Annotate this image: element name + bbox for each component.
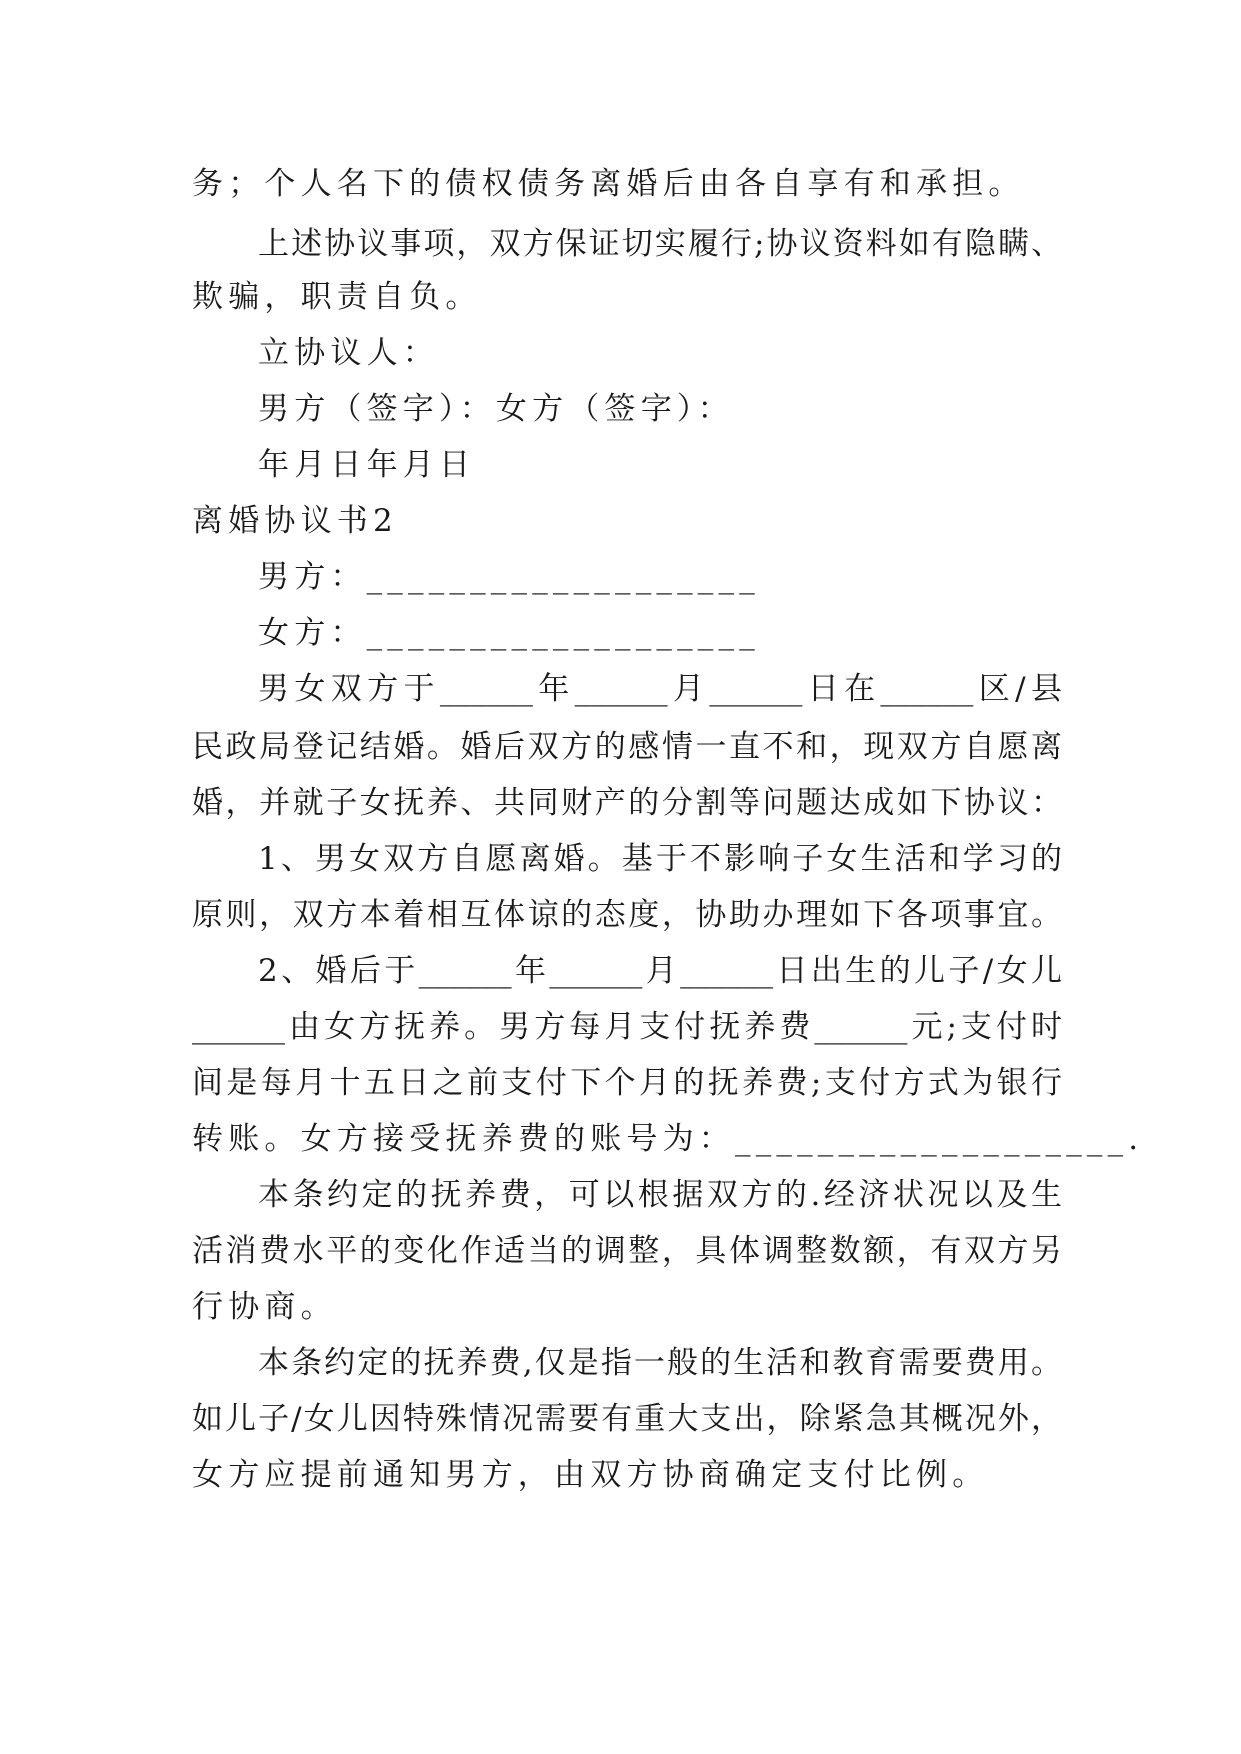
text-line: 上述协议事项，双方保证切实履行;协议资料如有隐瞒、 [258,226,1062,262]
text-line: 男方：___________________ [258,559,760,595]
text-line: ______由女方抚养。男方每月支付抚养费______元;支付时 [192,1009,1062,1045]
text-line: 1、男女双方自愿离婚。基于不影响子女生活和学习的 [258,841,1062,877]
text-line: 间是每月十五日之前支付下个月的抚养费;支付方式为银行 [192,1065,1062,1101]
text-line: 本条约定的抚养费,仅是指一般的生活和教育需要费用。 [258,1345,1062,1381]
text-line: 原则，双方本着相互体谅的态度，协助办理如下各项事宜。 [192,897,1062,933]
text-line: 男方（签字）：女方（签字）： [258,391,734,427]
text-line: 欺骗，职责自负。 [192,279,482,315]
text-line: 本条约定的抚养费，可以根据双方的.经济状况以及生 [258,1177,1062,1213]
text-line: 行协商。 [192,1289,337,1325]
text-line: 立协议人： [258,335,439,371]
text-line: 转账。女方接受抚养费的账号为：___________________. [192,1121,1144,1157]
text-line: 婚，并就子女抚养、共同财产的分割等问题达成如下协议： [192,785,1062,821]
text-line: 年月日年月日 [258,447,476,483]
text-line: 女方应提前通知男方，由双方协商确定支付比例。 [192,1457,989,1493]
text-line: 务；个人名下的债权债务离婚后由各自享有和承担。 [192,166,1025,202]
text-line: 男女双方于______年______月______日在______区/县 [258,671,1062,707]
text-line: 如儿子/女儿因特殊情况需要有重大支出，除紧急其概况外， [192,1401,1062,1437]
text-line: 2、婚后于______年______月______日出生的儿子/女儿 [258,953,1062,989]
text-line: 民政局登记结婚。婚后双方的感情一直不和，现双方自愿离 [192,729,1062,765]
text-line: 女方：___________________ [258,615,760,651]
section-heading: 离婚协议书2 [192,503,398,539]
text-line: 活消费水平的变化作适当的调整，具体调整数额，有双方另 [192,1233,1062,1269]
